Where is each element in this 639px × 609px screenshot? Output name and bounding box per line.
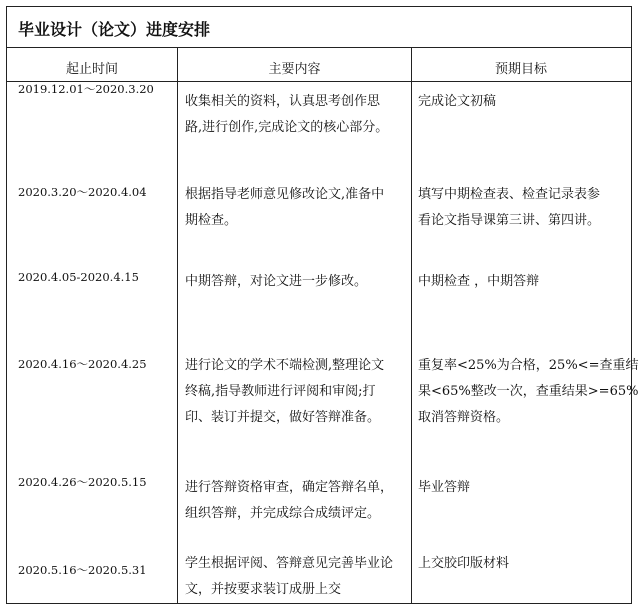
content-cell — [185, 89, 388, 141]
goal-cell — [418, 475, 470, 501]
time-cell: 2020.5.16～2020.5.31 — [18, 563, 147, 577]
goal-cell — [418, 182, 600, 234]
content-line: 收集相关的资料，认真思考创作思 — [185, 94, 381, 109]
document-title: 毕业设计（论文）进度安排 — [18, 20, 211, 39]
content-line: 路,进行创作,完成论文的核心部分。 — [185, 120, 389, 135]
content-line: 印、装订并提交，做好答辩准备。 — [185, 410, 381, 425]
header-content: 主要内容 — [268, 62, 321, 77]
goal-cell — [418, 269, 539, 295]
header-row — [7, 48, 631, 82]
goal-line: 填写中期检查表、检查记录表参 — [418, 187, 601, 202]
time-cell: 2019.12.01～2020.3.20 — [18, 82, 154, 96]
content-line: 终稿,指导教师进行评阅和审阅;打 — [185, 384, 376, 399]
content-line: 进行论文的学术不端检测,整理论文 — [185, 358, 385, 373]
content-cell — [185, 551, 393, 603]
content-cell — [185, 269, 367, 295]
content-line: 期检查。 — [185, 213, 238, 228]
schedule-table — [6, 6, 639, 604]
content-line: 根据指导老师意见修改论文,准备中 — [185, 187, 385, 202]
header-goal: 预期目标 — [494, 62, 547, 77]
goal-line: 中期检查 ，中期答辩 — [418, 274, 540, 289]
goal-cell — [418, 551, 509, 577]
goal-line: 上交胶印版材料 — [418, 556, 510, 571]
column-divider — [177, 48, 178, 603]
goal-line: 重复率<25%为合格，25%<=查重结 — [418, 358, 639, 373]
goal-cell — [418, 89, 496, 115]
goal-line: 毕业答辩 — [418, 480, 471, 495]
content-line: 组织答辩，并完成综合成绩评定。 — [185, 506, 381, 521]
goal-cell — [418, 353, 638, 431]
goal-line: 取消答辩资格。 — [418, 410, 510, 425]
time-cell: 2020.4.16～2020.4.25 — [18, 357, 147, 371]
time-cell: 2020.4.05-2020.4.15 — [18, 270, 139, 284]
content-line: 进行答辩资格审查，确定答辩名单， — [185, 480, 394, 495]
goal-line: 看论文指导课第三讲、第四讲。 — [418, 213, 601, 228]
content-cell — [185, 475, 393, 527]
content-line: 文，并按要求装订成册上交 — [185, 582, 342, 597]
content-cell — [185, 353, 384, 431]
content-cell — [185, 182, 384, 234]
header-time: 起止时间 — [65, 62, 118, 77]
column-divider — [411, 48, 412, 603]
content-line: 中期答辩，对论文进一步修改。 — [185, 274, 368, 289]
goal-line: 果<65%整改一次，查重结果>=65% — [418, 384, 639, 399]
time-cell: 2020.3.20～2020.4.04 — [18, 185, 147, 199]
title-row — [7, 7, 631, 48]
content-line: 学生根据评阅、答辩意见完善毕业论 — [185, 556, 394, 571]
goal-line: 完成论文初稿 — [418, 94, 497, 109]
time-cell: 2020.4.26～2020.5.15 — [18, 475, 147, 489]
